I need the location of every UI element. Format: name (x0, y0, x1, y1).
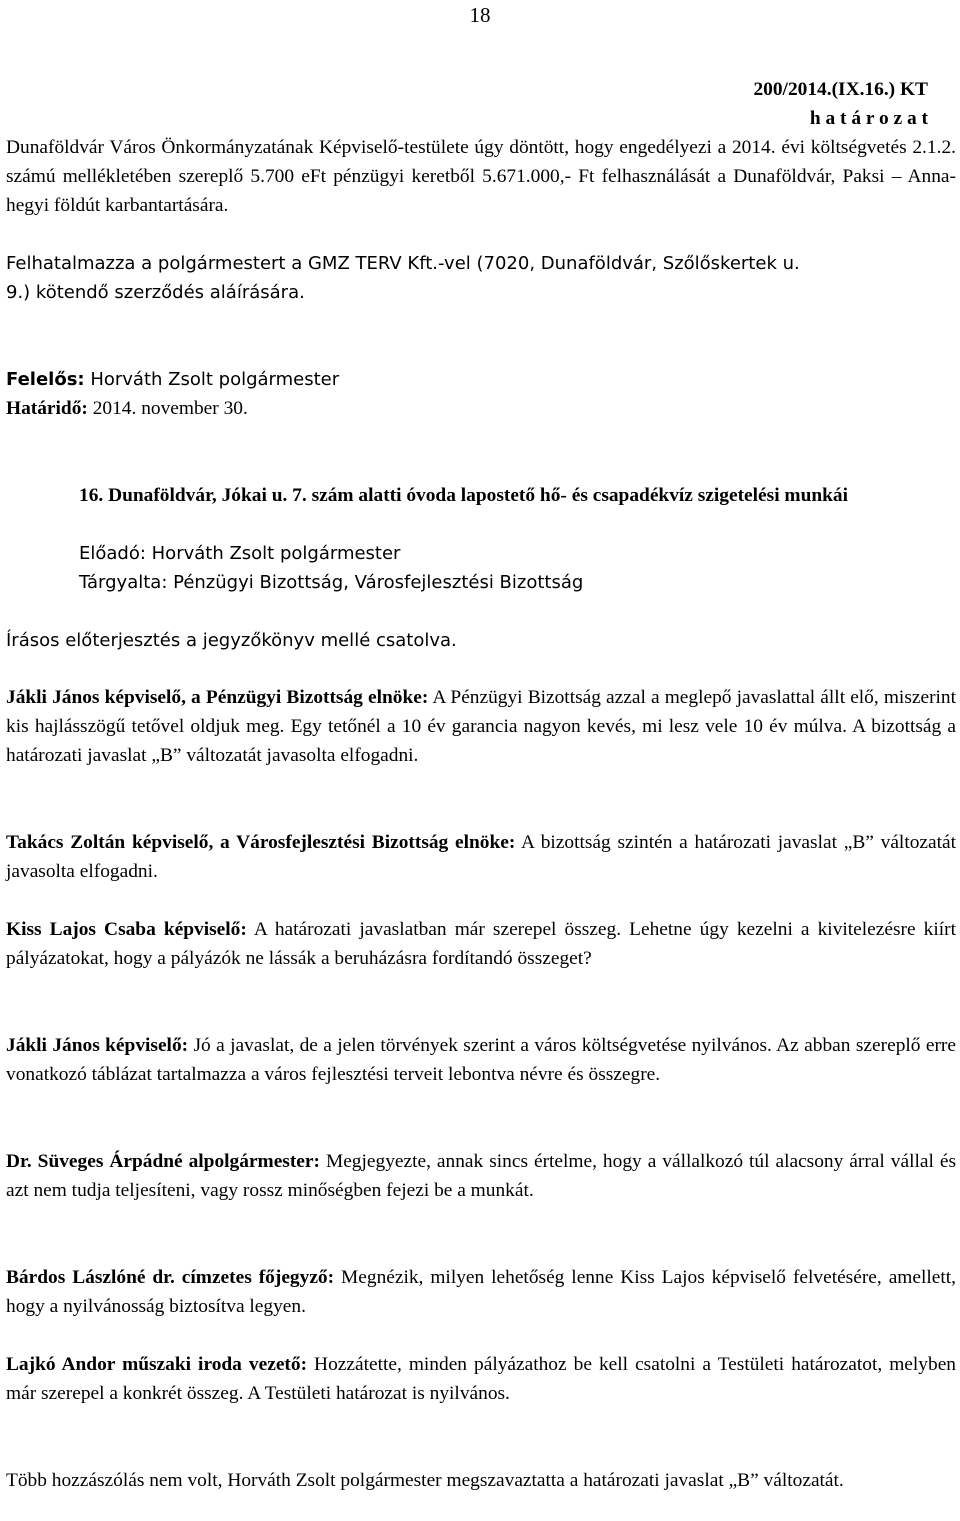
speaker-text: A bizottság szintén a határozati javaslat „B” változatát javasolta elfogadni. (6, 832, 957, 882)
speaker-name: Lajkó Andor műszaki iroda vezető: (6, 1354, 308, 1375)
agenda-presenter: Előadó: Horváth Zsolt polgármester (79, 543, 401, 564)
speaker-text: A határozati javaslatban már szerepel összeg. Lehetne úgy kezelni a kivitelezésre kiírt pályázatokat, hogy a pályázók ne lássák a beruházásra fordítandó összeget? (6, 919, 956, 969)
agenda-note: Írásos előterjesztés a jegyzőkönyv mellé csatolva. (6, 630, 457, 651)
agenda-title (79, 481, 959, 510)
paragraph (6, 828, 956, 886)
paragraph (6, 1263, 956, 1321)
agenda-title-text: 16. Dunaföldvár, Jókai u. 7. szám alatti óvoda lapostető hő- és csapadékvíz szigetelési munkái (79, 485, 849, 506)
resolution-body: Dunaföldvár Város Önkormányzatának Képviselő-testülete úgy döntött, hogy engedélyezi a 2014. évi költségvetés 2.1.2. számú mellékletében szereplő 5.700 eFt pénzügyi keretből 5.671.000,- Ft felhasználását a Dunaföldvár, Paksi – Anna-hegyi földút karbantartására. (6, 137, 956, 216)
responsible-label: Felelős: (6, 369, 85, 390)
speaker-name: Takács Zoltán képviselő, a Városfejlesztési Bizottság elnöke: (6, 832, 516, 853)
deadline-label: Határidő: (6, 398, 88, 419)
speaker-text: Megjegyezte, annak sincs értelme, hogy a vállalkozó túl alacsony árral vállal és azt nem tudja teljesíteni, vagy rossz minőségben fejezi be a munkát. (6, 1151, 956, 1201)
paragraph (6, 683, 956, 770)
speaker-name: Dr. Süveges Árpádné alpolgármester: (6, 1151, 320, 1172)
paragraph (6, 915, 956, 973)
speaker-name: Jákli János képviselő, a Pénzügyi Bizottság elnöke: (6, 687, 429, 708)
resolution-number: 200/2014.(IX.16.) KT (753, 79, 928, 100)
page-number: 18 (469, 3, 491, 27)
speaker-name: Kiss Lajos Csaba képviselő: (6, 919, 247, 940)
paragraph (6, 1031, 956, 1089)
responsible-line (6, 365, 956, 394)
speaker-text: Hozzátette, minden pályázathoz be kell csatolni a Testületi határozatot, melyben már szerepel a konkrét összeg. A Testületi határozat is nyilvános. (6, 1354, 956, 1404)
resolution-authorization: Felhatalmazza a polgármestert a GMZ TERV Kft.-vel (7020, Dunaföldvár, Szőlőskertek u. 9.) kötendő szerződés aláírására. (6, 253, 800, 303)
paragraph (6, 1147, 956, 1205)
agenda-discussed: Tárgyalta: Pénzügyi Bizottság, Városfejlesztési Bizottság (79, 572, 584, 593)
speaker-text: Megnézik, milyen lehetőség lenne Kiss Lajos képviselő felvetésére, amellett, hogy a nyilvánosság biztosítva legyen. (6, 1267, 956, 1317)
closing-paragraph: Több hozzászólás nem volt, Horváth Zsolt polgármester megszavaztatta a határozati javaslat „B” változatát. (6, 1470, 844, 1491)
speaker-text: Jó a javaslat, de a jelen törvények szerint a város költségvetése nyilvános. Az abban szereplő erre vonatkozó táblázat tartalmazza a város fejlesztési terveit lebontva névre és összegre. (6, 1035, 956, 1085)
resolution-label: h a t á r o z a t (809, 108, 928, 129)
deadline-line (6, 394, 956, 423)
speaker-text: A Pénzügyi Bizottság azzal a meglepő javaslattal állt elő, miszerint kis hajlásszögű tetővel oldjuk meg. Egy tetőnél a 10 év garancia nagyon kevés, mi lesz vele 10 év múlva. A bizottság a határozati javaslat „B” változatát javasolta elfogadni. (6, 687, 957, 766)
paragraph (6, 1350, 956, 1408)
speaker-name: Bárdos Lászlóné dr. címzetes főjegyző: (6, 1267, 335, 1288)
speaker-name: Jákli János képviselő: (6, 1035, 189, 1056)
responsible-value: Horváth Zsolt polgármester (84, 369, 340, 390)
deadline-value: 2014. november 30. (87, 398, 248, 419)
